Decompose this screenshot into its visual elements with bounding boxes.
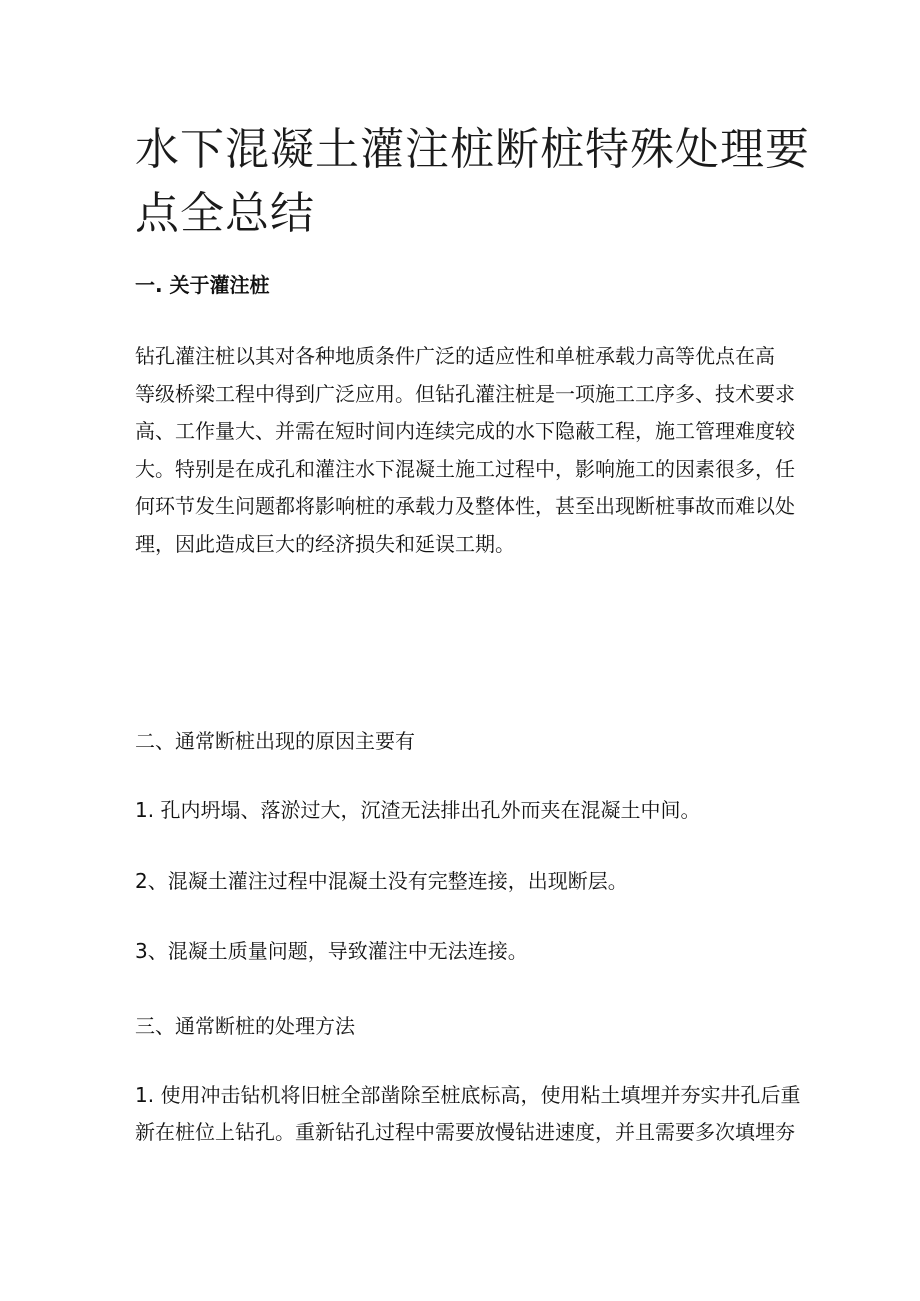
section-heading-causes: 二、通常断桩出现的原因主要有 — [135, 729, 415, 753]
section-heading-about-piles: 一. 关于灌注桩 — [135, 273, 270, 297]
method-paragraph — [135, 1077, 801, 1151]
paragraph-line: 新在桩位上钻孔。重新钻孔过程中需要放慢钻进速度，并且需要多次填埋夯 — [135, 1120, 795, 1144]
paragraph-line: 理，因此造成巨大的经济损失和延误工期。 — [135, 531, 515, 556]
paragraph-line: 何环节发生问题都将影响桩的承载力及整体性，甚至出现断桩事故而难以处 — [135, 494, 795, 518]
paragraph-line: 钻孔灌注桩以其对各种地质条件广泛的适应性和单桩承载力高等优点在高 — [135, 344, 775, 368]
section-heading-methods: 三、通常断桩的处理方法 — [135, 1014, 355, 1038]
title-line: 点全总结 — [135, 188, 315, 239]
cause-item: 3、混凝土质量问题，导致灌注中无法连接。 — [135, 939, 528, 963]
document-title — [135, 118, 810, 246]
paragraph-line: 等级桥梁工程中得到广泛应用。但钻孔灌注桩是一项施工工序多、技术要求 — [135, 381, 795, 406]
intro-paragraph — [135, 338, 795, 563]
paragraph-line: 1. 使用冲击钻机将旧桩全部凿除至桩底标高，使用粘土填埋并夯实井孔后重 — [135, 1083, 801, 1107]
title-line: 水下混凝土灌注桩断桩特殊处理要 — [135, 124, 810, 175]
paragraph-line: 大。特别是在成孔和灌注水下混凝土施工过程中，影响施工的因素很多，任 — [135, 456, 795, 481]
cause-item: 1. 孔内坍塌、落淤过大，沉渣无法排出孔外而夹在混凝土中间。 — [135, 798, 701, 822]
paragraph-line: 高、工作量大、并需在短时间内连续完成的水下隐蔽工程，施工管理难度较 — [135, 419, 795, 443]
cause-item: 2、混凝土灌注过程中混凝土没有完整连接，出现断层。 — [135, 869, 628, 893]
